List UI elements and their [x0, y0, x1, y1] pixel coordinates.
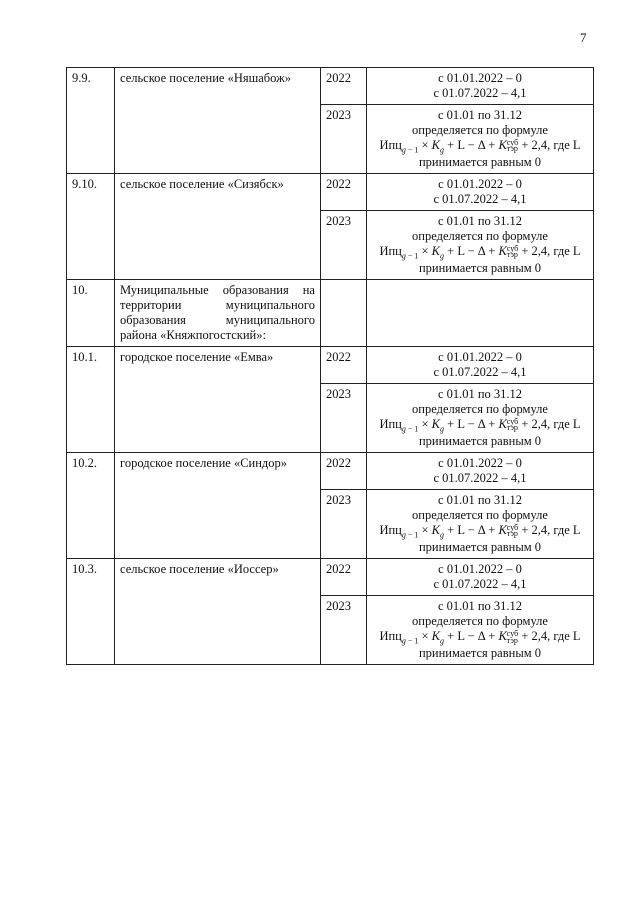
page-number: 7: [580, 30, 587, 45]
value-line: принимается равным 0: [418, 434, 542, 449]
table-row: [67, 174, 594, 211]
value-cell: [367, 68, 594, 105]
table-row: [67, 347, 594, 384]
table-row: [67, 280, 594, 347]
value-line: с 01.01.2022 – 0: [438, 456, 522, 471]
value-line: определяется по формуле: [412, 229, 548, 244]
row-number: 9.9.: [67, 68, 115, 174]
value-cell: [367, 347, 594, 384]
year-cell: 2023: [321, 105, 367, 174]
formula-tail: + 2,4, где L: [521, 417, 581, 432]
value-line: принимается равным 0: [418, 540, 542, 555]
table-row: [67, 453, 594, 490]
row-number: 10.3.: [67, 559, 115, 665]
value-line: с 01.01 по 31.12: [437, 387, 523, 402]
row-name: Муниципальные образования на территории муниципального образования муниципального района «Княжпогостский»:: [115, 280, 321, 347]
value-line: определяется по формуле: [412, 614, 548, 629]
tariff-table: [66, 67, 594, 665]
year-cell: 2022: [321, 174, 367, 211]
value-line: с 01.01 по 31.12: [437, 493, 523, 508]
value-line: с 01.01.2022 – 0: [438, 71, 522, 85]
formula: Ипц$_g$ $_{- 1} \times K_g + L - \Delta$ + Kсуб тэр: [379, 416, 519, 434]
row-name: городское поселение «Емва»: [115, 347, 321, 453]
year-cell: 2022: [321, 453, 367, 490]
formula-line: [372, 244, 588, 261]
year-cell: 2022: [321, 347, 367, 384]
formula: Ипц$_g$ $_{- 1} \times K_g + L - \Delta$ + Kсуб тэр: [379, 523, 519, 540]
value-cell: [367, 453, 594, 490]
value-cell: [367, 384, 594, 453]
value-cell: [367, 105, 594, 174]
table-row: [67, 68, 594, 105]
value-cell: [367, 490, 594, 559]
value-line: с 01.01.2022 – 0: [438, 350, 522, 365]
value-cell: [367, 596, 594, 665]
value-line: с 01.01 по 31.12: [437, 599, 523, 614]
value-line: с 01.01 по 31.12: [437, 214, 523, 229]
formula-tail: + 2,4, где L: [521, 629, 581, 644]
formula-line: [372, 417, 588, 434]
value-line: с 01.07.2022 – 4,1: [433, 365, 527, 380]
row-name: городское поселение «Синдор»: [115, 453, 321, 559]
value-line: принимается равным 0: [418, 646, 542, 661]
value-line: определяется по формуле: [412, 123, 548, 137]
formula-tail: + 2,4, где L: [521, 138, 581, 152]
value-line: с 01.07.2022 – 4,1: [433, 192, 527, 207]
formula-tail: + 2,4, где L: [521, 244, 581, 259]
row-name: сельское поселение «Иоссер»: [115, 559, 321, 665]
formula: Ипц$_g$ $_{- 1} \times K_g + L - \Delta$ + Kсуб тэр: [379, 137, 519, 155]
formula: Ипц$_g$ $_{- 1} \times K_g + L - \Delta$ + Kсуб тэр: [379, 629, 519, 646]
year-cell: [321, 280, 367, 347]
table-row: [67, 559, 594, 596]
row-number: 9.10.: [67, 174, 115, 280]
value-cell: [367, 211, 594, 280]
row-number: 10.: [67, 280, 115, 347]
value-line: с 01.07.2022 – 4,1: [433, 86, 527, 100]
value-cell: [367, 174, 594, 211]
value-line: с 01.07.2022 – 4,1: [433, 577, 527, 592]
row-number: 10.1.: [67, 347, 115, 453]
year-cell: 2022: [321, 68, 367, 105]
year-cell: 2023: [321, 490, 367, 559]
year-cell: 2023: [321, 211, 367, 280]
formula-line: [372, 629, 588, 646]
value-line: с 01.01 по 31.12: [437, 108, 523, 122]
value-cell: [367, 559, 594, 596]
row-number: 10.2.: [67, 453, 115, 559]
value-line: определяется по формуле: [412, 508, 548, 523]
year-cell: 2023: [321, 596, 367, 665]
formula-line: [372, 523, 588, 540]
formula-line: [372, 138, 588, 155]
value-line: с 01.01.2022 – 0: [438, 562, 522, 577]
row-name: сельское поселение «Няшабож»: [115, 68, 321, 174]
value-line: принимается равным 0: [418, 261, 542, 276]
value-line: принимается равным 0: [418, 155, 542, 170]
year-cell: 2022: [321, 559, 367, 596]
row-name: сельское поселение «Сизябск»: [115, 174, 321, 280]
value-cell: [367, 280, 594, 347]
formula-tail: + 2,4, где L: [521, 523, 581, 538]
formula: Ипц$_g$ $_{- 1} \times K_g + L - \Delta$ + Kсуб тэр: [379, 243, 519, 261]
value-line: с 01.01.2022 – 0: [438, 177, 522, 192]
value-line: с 01.07.2022 – 4,1: [433, 471, 527, 486]
year-cell: 2023: [321, 384, 367, 453]
value-line: определяется по формуле: [412, 402, 548, 417]
